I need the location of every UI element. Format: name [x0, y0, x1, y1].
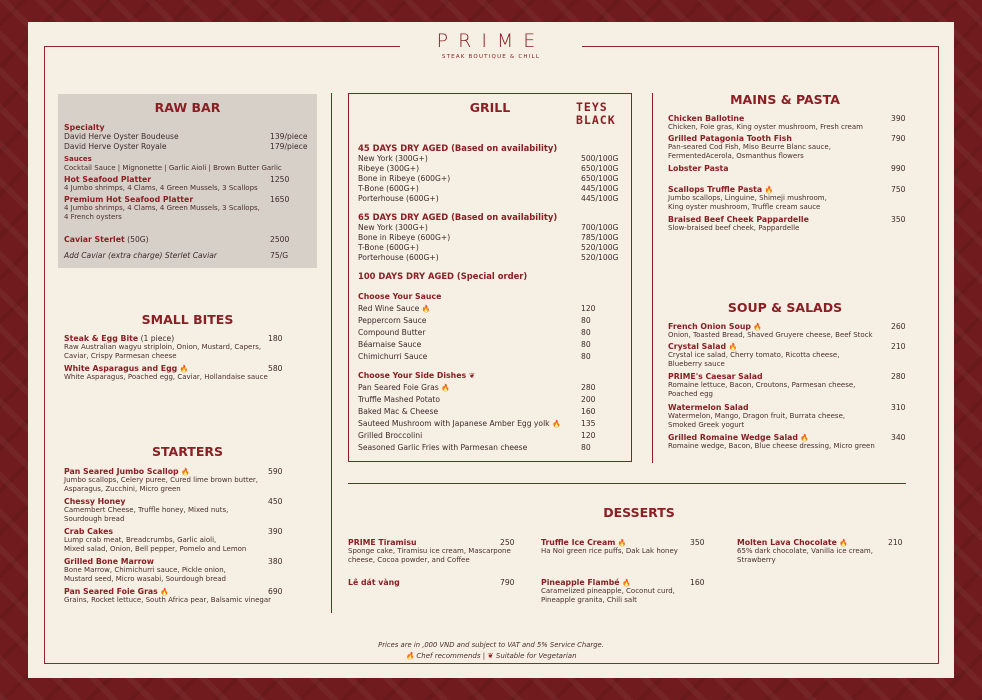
starter-bone-marrow: Grilled Bone Marrow: [64, 557, 154, 566]
salad-desc: Blueberry sauce: [668, 360, 725, 368]
side-item: Grilled Broccolini: [358, 431, 423, 440]
oyster-royale: David Herve Oyster Royale: [64, 142, 167, 151]
soup-french-onion: French Onion Soup 🔥: [668, 322, 763, 331]
leaf-icon: ❦: [468, 371, 476, 380]
salad-price: 280: [891, 372, 906, 381]
main-toothfish-desc2: FermentedAcerola, Osmanthus flowers: [668, 152, 804, 160]
main-scallops-desc1: Jumbo scallops, Linguine, Shimeji mushroom,: [668, 194, 827, 202]
main-lobster-price: 990: [891, 164, 906, 173]
main-chicken: Chicken Ballotine: [668, 114, 745, 123]
desserts-title: DESSERTS: [603, 505, 675, 520]
column-divider-right: [652, 93, 653, 463]
grill-65-item: Bone in Ribeye (600G+): [358, 233, 451, 242]
starter-scallop-desc1: Jumbo scallops, Celery puree, Cured lime brown butter,: [64, 476, 259, 484]
side-foie-gras: Pan Seared Foie Gras 🔥: [358, 383, 450, 392]
starter-foie-gras: Pan Seared Foie Gras 🔥: [64, 587, 169, 596]
flame-icon: 🔥: [800, 434, 810, 442]
dry-aged-100-title: 100 DAYS DRY AGED (Special order): [358, 271, 528, 281]
dessert-price: 160: [690, 578, 705, 587]
white-asparagus-price: 580: [268, 364, 283, 373]
starter-foie-desc: Grains, Rocket lettuce, South Africa pear, Balsamic vinegar: [64, 596, 271, 604]
salad-crystal: Crystal Salad 🔥: [668, 342, 738, 351]
steak-egg-bite-desc1: Raw Australian wagyu striploin, Onion, Mustard, Capers,: [64, 343, 262, 351]
starter-chessy-honey-price: 450: [268, 497, 283, 506]
flame-icon: 🔥: [421, 305, 431, 313]
starter-crab-cakes-price: 390: [268, 527, 283, 536]
dessert-price: 250: [500, 538, 515, 547]
main-beef-price: 350: [891, 215, 906, 224]
caviar-sterlet: Caviar Sterlet (50G): [64, 235, 149, 244]
sauce-item: Peppercorn Sauce: [358, 316, 427, 325]
caviar-price: 2500: [270, 235, 290, 244]
salad-watermelon: Watermelon Salad: [668, 403, 749, 412]
grill-65-price: 520/100G: [581, 243, 619, 252]
add-caviar-price: 75/G: [270, 251, 289, 260]
grill-65-price: 785/100G: [581, 233, 619, 242]
grill-title: GRILL: [469, 100, 511, 115]
sauce-price: 120: [581, 304, 596, 313]
hot-platter: Hot Seafood Platter: [64, 175, 152, 184]
salad-desc: Watermelon, Mango, Dragon fruit, Burrata cheese,: [668, 412, 846, 420]
grill-45-item: T-Bone (600G+): [358, 184, 419, 193]
dessert-truffle-ice-cream: Truffle Ice Cream 🔥: [541, 538, 627, 547]
main-toothfish: Grilled Patagonia Tooth Fish: [668, 134, 792, 143]
starters-title: STARTERS: [152, 444, 223, 459]
starter-crab-desc1: Lump crab meat, Breadcrumbs, Garlic aioli,: [64, 536, 217, 544]
main-toothfish-desc1: Pan-seared Cod Fish, Miso Beurre Blanc sauce,: [668, 143, 831, 151]
flame-icon: 🔥: [839, 539, 849, 547]
salad-desc: Poached egg: [668, 390, 713, 398]
main-scallops-pasta: Scallops Truffle Pasta 🔥: [668, 185, 774, 194]
side-price: 120: [581, 431, 596, 440]
starter-bone-marrow-price: 380: [268, 557, 283, 566]
sauce-item: Chimichurri Sauce: [358, 352, 428, 361]
price-note: Prices are in ,000 VND and subject to VAT and 5% Service Charge.: [378, 641, 604, 649]
grill-45-price: 445/100G: [581, 184, 619, 193]
grill-45-price: 500/100G: [581, 154, 619, 163]
main-beef-desc: Slow-braised beef cheek, Pappardelle: [668, 224, 800, 232]
flame-icon: 🔥: [764, 186, 774, 194]
sauces-label: Sauces: [64, 155, 92, 163]
grill-45-price: 650/100G: [581, 174, 619, 183]
dessert-price: 350: [690, 538, 705, 547]
starter-chessy-honey: Chessy Honey: [64, 497, 126, 506]
grill-65-item: Porterhouse (600G+): [358, 253, 439, 262]
soup-price: 260: [891, 322, 906, 331]
sauce-price: 80: [581, 328, 591, 337]
salad-caesar: PRIME's Caesar Salad: [668, 372, 763, 381]
flame-icon: 🔥: [622, 579, 631, 587]
white-asparagus: White Asparagus and Egg 🔥: [64, 364, 189, 373]
flame-icon: 🔥: [181, 468, 190, 476]
hot-platter-desc: 4 Jumbo shrimps, 4 Clams, 4 Green Mussels, 3 Scallops: [64, 184, 258, 192]
salad-desc: Crystal ice salad, Cherry tomato, Ricotta cheese,: [668, 351, 840, 359]
salad-price: 210: [891, 342, 906, 351]
premium-platter-price: 1650: [270, 195, 290, 204]
main-scallops-desc2: King oyster mushroom, Truffle cream sauce: [668, 203, 821, 211]
column-divider-left: [331, 93, 332, 613]
dessert-tiramisu: PRIME Tiramisu: [348, 538, 417, 547]
brand-tagline: STEAK BOUTIQUE & CHILL: [441, 54, 541, 60]
steak-egg-bite: Steak & Egg Bite (1 piece): [64, 334, 175, 343]
starter-chessy-desc2: Sourdough bread: [64, 515, 125, 523]
oyster-boudeuse: David Herve Oyster Boudeuse: [64, 132, 179, 141]
dessert-desc: Caramelized pineapple, Coconut curd,: [541, 587, 675, 595]
side-mushroom: Sauteed Mushroom with Japanese Amber Egg yolk 🔥: [358, 419, 561, 428]
side-item: Baked Mac & Cheese: [358, 407, 439, 416]
starter-marrow-desc2: Mustard seed, Micro wasabi, Sourdough bread: [64, 575, 226, 583]
premium-platter-desc1: 4 Jumbo shrimps, 4 Clams, 4 Green Mussels, 3 Scallops,: [64, 204, 260, 212]
main-scallops-price: 750: [891, 185, 906, 194]
starter-chessy-desc1: Camembert Cheese, Truffle honey, Mixed nuts,: [64, 506, 229, 514]
legend: [330, 651, 652, 660]
sauce-price: 80: [581, 352, 591, 361]
specialty-label: Specialty: [64, 123, 105, 132]
desserts-divider: [348, 483, 906, 484]
side-price: 135: [581, 419, 596, 428]
side-price: 160: [581, 407, 596, 416]
white-asparagus-desc: White Asparagus, Poached egg, Caviar, Hollandaise sauce: [64, 373, 268, 381]
sauce-item: Béarnaise Sauce: [358, 340, 422, 349]
dessert-pineapple: Pineapple Flambé 🔥: [541, 578, 631, 587]
salad-price: 340: [891, 433, 906, 442]
starter-scallop-price: 590: [268, 467, 283, 476]
sauce-price: 80: [581, 316, 591, 325]
brand-logo: PRIME: [436, 30, 546, 52]
small-bites-title: SMALL BITES: [141, 312, 234, 327]
legend-separator: |: [482, 652, 486, 660]
side-dishes-title: Choose Your Side Dishes ❦: [358, 371, 476, 380]
side-item: Seasoned Garlic Fries with Parmesan cheese: [358, 443, 528, 452]
sauce-item: Compound Butter: [358, 328, 426, 337]
mains-title: MAINS & PASTA: [730, 92, 840, 107]
grill-65-item: New York (300G+): [358, 223, 428, 232]
dessert-desc: Pineapple granita, Chili salt: [541, 596, 637, 604]
grill-45-item: New York (300G+): [358, 154, 428, 163]
flame-icon: 🔥: [617, 539, 627, 547]
premium-platter-desc2: 4 French oysters: [64, 213, 122, 221]
starter-foie-gras-price: 690: [268, 587, 283, 596]
starter-crab-cakes: Crab Cakes: [64, 527, 114, 536]
salad-desc: Romaine wedge, Bacon, Blue cheese dressing, Micro green: [668, 442, 875, 450]
side-item: Truffle Mashed Potato: [358, 395, 440, 404]
flame-icon: 🔥: [160, 588, 169, 596]
soup-desc: Onion, Toasted Bread, Shaved Gruyere cheese, Beef Stock: [668, 331, 873, 339]
flame-icon: 🔥: [405, 652, 415, 660]
sauce-title: Choose Your Sauce: [358, 292, 442, 301]
grill-45-item: Porterhouse (600G+): [358, 194, 439, 203]
main-chicken-price: 390: [891, 114, 906, 123]
dessert-lava-chocolate: Molten Lava Chocolate 🔥: [737, 538, 849, 547]
oyster-royale-price: 179/piece: [270, 142, 308, 151]
steak-egg-bite-price: 180: [268, 334, 283, 343]
starter-crab-desc2: Mixed salad, Onion, Bell pepper, Pomelo and Lemon: [64, 545, 247, 553]
teys-black-logo: TEYS BLACK: [576, 100, 616, 127]
dessert-price: 790: [500, 578, 515, 587]
grill-45-item: Ribeye (300G+): [358, 164, 420, 173]
starter-scallop: Pan Seared Jumbo Scallop 🔥: [64, 467, 190, 476]
grill-45-price: 445/100G: [581, 194, 619, 203]
legend-chef: Chef recommends: [416, 652, 481, 660]
dessert-desc: 65% dark chocolate, Vanilla ice cream,: [737, 547, 873, 555]
salad-desc: Smoked Greek yogurt: [668, 421, 745, 429]
flame-icon: 🔥: [179, 365, 189, 373]
grill-65-item: T-Bone (600G+): [358, 243, 419, 252]
starter-marrow-desc1: Bone Marrow, Chimichurri sauce, Pickle onion,: [64, 566, 226, 574]
grill-45-price: 650/100G: [581, 164, 619, 173]
main-toothfish-price: 790: [891, 134, 906, 143]
dessert-price: 210: [888, 538, 903, 547]
dessert-desc: cheese, Cocoa powder, and Coffee: [348, 556, 470, 564]
dessert-desc: Ha Noi green rice puffs, Dak Lak honey: [541, 547, 678, 555]
raw-bar-title: RAW BAR: [154, 100, 221, 115]
flame-icon: 🔥: [728, 343, 738, 351]
main-chicken-desc: Chicken, Foie gras, King oyster mushroom, Fresh cream: [668, 123, 863, 131]
salad-price: 310: [891, 403, 906, 412]
starter-scallop-desc2: Asparagus, Zucchini, Micro green: [64, 485, 181, 493]
dry-aged-45-title: 45 DAYS DRY AGED (Based on availability): [358, 143, 558, 153]
grill-65-price: 520/100G: [581, 253, 619, 262]
legend-veg: Suitable for Vegetarian: [495, 652, 577, 660]
leaf-icon: ❦: [487, 651, 494, 660]
soups-title: SOUP & SALADS: [727, 300, 843, 315]
dry-aged-65-title: 65 DAYS DRY AGED (Based on availability): [358, 212, 558, 222]
steak-egg-bite-desc2: Caviar, Crispy Parmesan cheese: [64, 352, 177, 360]
premium-platter: Premium Hot Seafood Platter: [64, 195, 194, 204]
add-caviar: Add Caviar (extra charge) Sterlet Caviar: [64, 251, 218, 260]
side-price: 280: [581, 383, 596, 392]
side-price: 80: [581, 443, 591, 452]
dessert-desc: Sponge cake, Tiramisu ice cream, Mascarpone: [348, 547, 511, 555]
flame-icon: 🔥: [753, 323, 763, 331]
dessert-le-dat-vang: Lê dát vàng: [348, 578, 400, 587]
sauces-desc: Cocktail Sauce | Mignonette | Garlic Aioli | Brown Butter Garlic: [64, 164, 282, 172]
main-beef-cheek: Braised Beef Cheek Pappardelle: [668, 215, 809, 224]
dessert-desc: Strawberry: [737, 556, 776, 564]
side-price: 200: [581, 395, 596, 404]
flame-icon: 🔥: [441, 384, 450, 392]
hot-platter-price: 1250: [270, 175, 290, 184]
sauce-red-wine: Red Wine Sauce 🔥: [358, 304, 431, 313]
grill-45-item: Bone in Ribeye (600G+): [358, 174, 451, 183]
salad-romaine: Grilled Romaine Wedge Salad 🔥: [668, 433, 810, 442]
flame-icon: 🔥: [552, 420, 561, 428]
sauce-price: 80: [581, 340, 591, 349]
oyster-boudeuse-price: 139/piece: [270, 132, 308, 141]
main-lobster-pasta: Lobster Pasta: [668, 164, 729, 173]
salad-desc: Romaine lettuce, Bacon, Croutons, Parmesan cheese,: [668, 381, 856, 389]
grill-65-price: 700/100G: [581, 223, 619, 232]
